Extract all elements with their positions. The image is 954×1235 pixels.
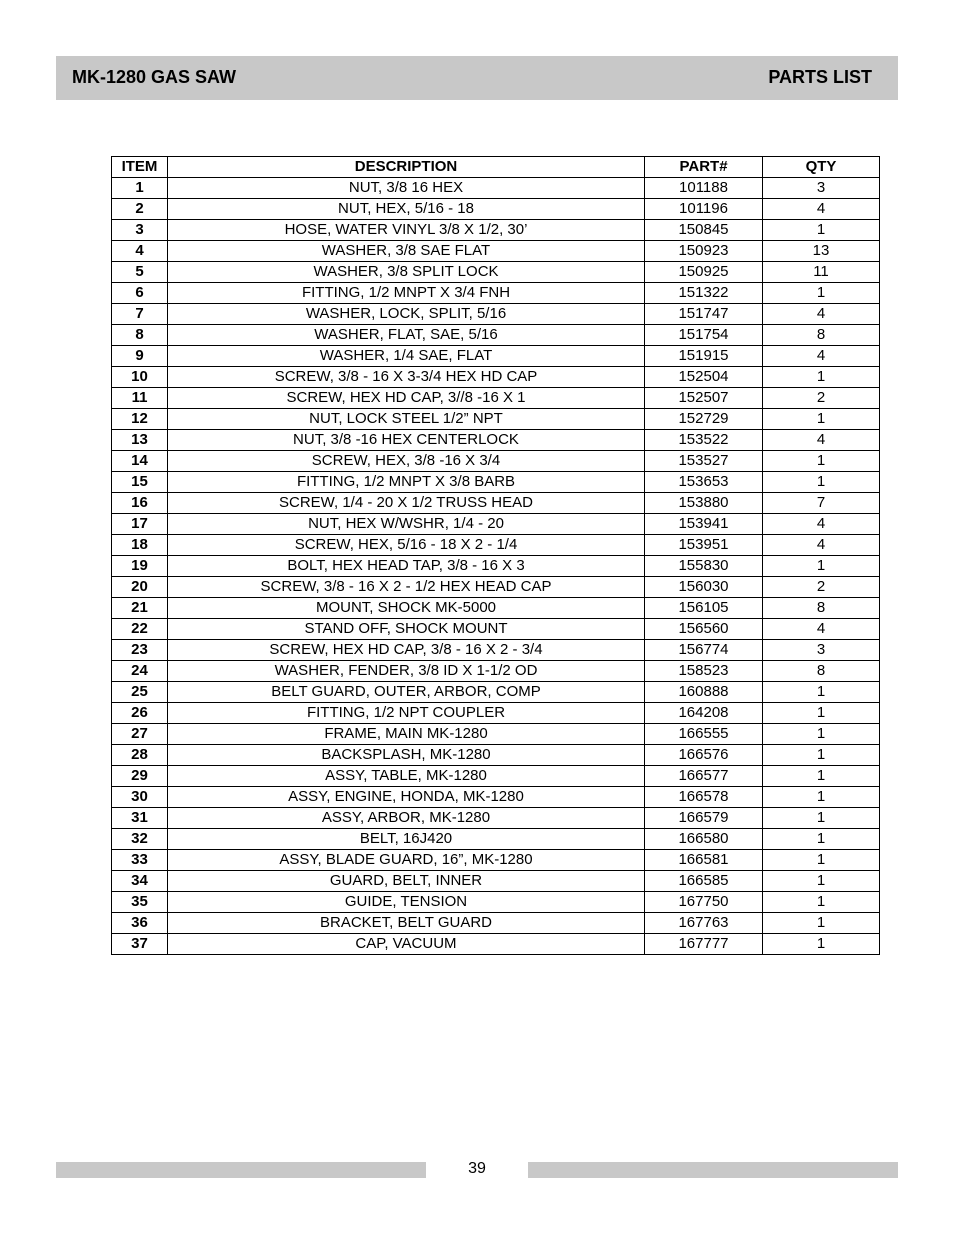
description-cell: GUARD, BELT, INNER [168,871,645,892]
part-number-cell: 153941 [645,514,763,535]
qty-cell: 1 [763,829,880,850]
qty-cell: 1 [763,472,880,493]
table-row [112,661,880,682]
description-cell: FITTING, 1/2 NPT COUPLER [168,703,645,724]
table-row [112,535,880,556]
item-cell: 10 [112,367,168,388]
description-cell: SCREW, 1/4 - 20 X 1/2 TRUSS HEAD [168,493,645,514]
description-cell: SCREW, HEX HD CAP, 3//8 -16 X 1 [168,388,645,409]
description-cell: HOSE, WATER VINYL 3/8 X 1/2, 30’ [168,220,645,241]
table-row [112,241,880,262]
description-cell: WASHER, LOCK, SPLIT, 5/16 [168,304,645,325]
qty-cell: 1 [763,451,880,472]
item-cell: 4 [112,241,168,262]
item-cell: 9 [112,346,168,367]
table-row [112,178,880,199]
item-cell: 31 [112,808,168,829]
part-number-cell: 153653 [645,472,763,493]
qty-cell: 13 [763,241,880,262]
table-row [112,850,880,871]
description-cell: WASHER, 3/8 SAE FLAT [168,241,645,262]
item-cell: 13 [112,430,168,451]
item-cell: 1 [112,178,168,199]
part-number-cell: 150923 [645,241,763,262]
description-cell: MOUNT, SHOCK MK-5000 [168,598,645,619]
item-cell: 12 [112,409,168,430]
description-cell: SCREW, HEX, 3/8 -16 X 3/4 [168,451,645,472]
description-cell: WASHER, 3/8 SPLIT LOCK [168,262,645,283]
qty-cell: 1 [763,850,880,871]
part-number-cell: 166580 [645,829,763,850]
description-cell: STAND OFF, SHOCK MOUNT [168,619,645,640]
part-number-cell: 160888 [645,682,763,703]
column-header-item: ITEM [112,157,168,178]
footer-bar-left [56,1162,426,1178]
table-row [112,388,880,409]
description-cell: WASHER, FLAT, SAE, 5/16 [168,325,645,346]
table-row [112,472,880,493]
qty-cell: 4 [763,199,880,220]
description-cell: NUT, HEX, 5/16 - 18 [168,199,645,220]
table-row [112,199,880,220]
item-cell: 14 [112,451,168,472]
part-number-cell: 166577 [645,766,763,787]
part-number-cell: 151754 [645,325,763,346]
item-cell: 16 [112,493,168,514]
item-cell: 23 [112,640,168,661]
qty-cell: 1 [763,871,880,892]
item-cell: 2 [112,199,168,220]
table-row [112,892,880,913]
qty-cell: 4 [763,514,880,535]
qty-cell: 1 [763,682,880,703]
description-cell: FITTING, 1/2 MNPT X 3/8 BARB [168,472,645,493]
qty-cell: 1 [763,367,880,388]
qty-cell: 8 [763,661,880,682]
table-row [112,577,880,598]
description-cell: NUT, 3/8 -16 HEX CENTERLOCK [168,430,645,451]
qty-cell: 2 [763,388,880,409]
qty-cell: 1 [763,703,880,724]
part-number-cell: 166578 [645,787,763,808]
column-header-description: DESCRIPTION [168,157,645,178]
table-row [112,745,880,766]
item-cell: 8 [112,325,168,346]
part-number-cell: 151747 [645,304,763,325]
item-cell: 33 [112,850,168,871]
part-number-cell: 150845 [645,220,763,241]
table-header-row [112,157,880,178]
item-cell: 19 [112,556,168,577]
qty-cell: 1 [763,892,880,913]
description-cell: SCREW, HEX, 5/16 - 18 X 2 - 1/4 [168,535,645,556]
table-row [112,598,880,619]
item-cell: 34 [112,871,168,892]
table-row [112,451,880,472]
item-cell: 29 [112,766,168,787]
table-row [112,220,880,241]
description-cell: SCREW, 3/8 - 16 X 3-3/4 HEX HD CAP [168,367,645,388]
table-row [112,409,880,430]
part-number-cell: 151322 [645,283,763,304]
qty-cell: 2 [763,577,880,598]
description-cell: ASSY, ARBOR, MK-1280 [168,808,645,829]
part-number-cell: 101188 [645,178,763,199]
page-number: 39 [468,1160,486,1177]
description-cell: BACKSPLASH, MK-1280 [168,745,645,766]
qty-cell: 1 [763,724,880,745]
part-number-cell: 153880 [645,493,763,514]
qty-cell: 1 [763,934,880,955]
description-cell: BELT GUARD, OUTER, ARBOR, COMP [168,682,645,703]
qty-cell: 1 [763,409,880,430]
description-cell: ASSY, BLADE GUARD, 16”, MK-1280 [168,850,645,871]
part-number-cell: 151915 [645,346,763,367]
table-row [112,703,880,724]
item-cell: 22 [112,619,168,640]
description-cell: NUT, HEX W/WSHR, 1/4 - 20 [168,514,645,535]
item-cell: 3 [112,220,168,241]
qty-cell: 11 [763,262,880,283]
item-cell: 17 [112,514,168,535]
table-row [112,493,880,514]
table-body [112,178,880,955]
description-cell: CAP, VACUUM [168,934,645,955]
table-row [112,766,880,787]
document-title: MK-1280 GAS SAW [72,67,237,87]
table-row [112,367,880,388]
qty-cell: 8 [763,325,880,346]
part-number-cell: 166585 [645,871,763,892]
table-row [112,640,880,661]
table-row [112,556,880,577]
part-number-cell: 101196 [645,199,763,220]
item-cell: 30 [112,787,168,808]
item-cell: 26 [112,703,168,724]
item-cell: 18 [112,535,168,556]
table-row [112,304,880,325]
description-cell: BRACKET, BELT GUARD [168,913,645,934]
table-row [112,262,880,283]
part-number-cell: 153522 [645,430,763,451]
qty-cell: 4 [763,304,880,325]
description-cell: BOLT, HEX HEAD TAP, 3/8 - 16 X 3 [168,556,645,577]
item-cell: 11 [112,388,168,409]
item-cell: 7 [112,304,168,325]
part-number-cell: 158523 [645,661,763,682]
description-cell: SCREW, 3/8 - 16 X 2 - 1/2 HEX HEAD CAP [168,577,645,598]
description-cell: WASHER, 1/4 SAE, FLAT [168,346,645,367]
description-cell: SCREW, HEX HD CAP, 3/8 - 16 X 2 - 3/4 [168,640,645,661]
part-number-cell: 152507 [645,388,763,409]
qty-cell: 4 [763,535,880,556]
item-cell: 25 [112,682,168,703]
header-bar [56,56,898,100]
qty-cell: 1 [763,808,880,829]
description-cell: ASSY, ENGINE, HONDA, MK-1280 [168,787,645,808]
item-cell: 36 [112,913,168,934]
column-header-part-number: PART# [645,157,763,178]
table-row [112,283,880,304]
part-number-cell: 164208 [645,703,763,724]
table-row [112,514,880,535]
part-number-cell: 153951 [645,535,763,556]
table-row [112,682,880,703]
item-cell: 15 [112,472,168,493]
part-number-cell: 152729 [645,409,763,430]
description-cell: WASHER, FENDER, 3/8 ID X 1-1/2 OD [168,661,645,682]
item-cell: 28 [112,745,168,766]
table-row [112,619,880,640]
description-cell: FRAME, MAIN MK-1280 [168,724,645,745]
qty-cell: 4 [763,346,880,367]
section-title: PARTS LIST [768,67,872,87]
qty-cell: 3 [763,178,880,199]
parts-list-table [111,156,880,955]
part-number-cell: 156774 [645,640,763,661]
table-row [112,430,880,451]
part-number-cell: 156560 [645,619,763,640]
column-header-qty: QTY [763,157,880,178]
description-cell: GUIDE, TENSION [168,892,645,913]
part-number-cell: 156105 [645,598,763,619]
table-row [112,871,880,892]
qty-cell: 1 [763,913,880,934]
qty-cell: 1 [763,283,880,304]
table-row [112,934,880,955]
part-number-cell: 155830 [645,556,763,577]
part-number-cell: 166555 [645,724,763,745]
item-cell: 35 [112,892,168,913]
item-cell: 32 [112,829,168,850]
part-number-cell: 166581 [645,850,763,871]
part-number-cell: 152504 [645,367,763,388]
description-cell: BELT, 16J420 [168,829,645,850]
table-row [112,808,880,829]
qty-cell: 1 [763,556,880,577]
table-row [112,913,880,934]
part-number-cell: 153527 [645,451,763,472]
part-number-cell: 150925 [645,262,763,283]
qty-cell: 7 [763,493,880,514]
qty-cell: 1 [763,766,880,787]
part-number-cell: 167763 [645,913,763,934]
table-row [112,829,880,850]
description-cell: NUT, LOCK STEEL 1/2” NPT [168,409,645,430]
qty-cell: 1 [763,220,880,241]
qty-cell: 1 [763,745,880,766]
part-number-cell: 167750 [645,892,763,913]
qty-cell: 8 [763,598,880,619]
table-row [112,346,880,367]
item-cell: 6 [112,283,168,304]
footer-bar-right [528,1162,898,1178]
item-cell: 5 [112,262,168,283]
qty-cell: 4 [763,619,880,640]
description-cell: ASSY, TABLE, MK-1280 [168,766,645,787]
description-cell: NUT, 3/8 16 HEX [168,178,645,199]
table-row [112,724,880,745]
qty-cell: 3 [763,640,880,661]
qty-cell: 4 [763,430,880,451]
part-number-cell: 166576 [645,745,763,766]
item-cell: 37 [112,934,168,955]
part-number-cell: 156030 [645,577,763,598]
part-number-cell: 167777 [645,934,763,955]
description-cell: FITTING, 1/2 MNPT X 3/4 FNH [168,283,645,304]
item-cell: 20 [112,577,168,598]
table-row [112,325,880,346]
item-cell: 24 [112,661,168,682]
part-number-cell: 166579 [645,808,763,829]
item-cell: 21 [112,598,168,619]
table-row [112,787,880,808]
qty-cell: 1 [763,787,880,808]
item-cell: 27 [112,724,168,745]
